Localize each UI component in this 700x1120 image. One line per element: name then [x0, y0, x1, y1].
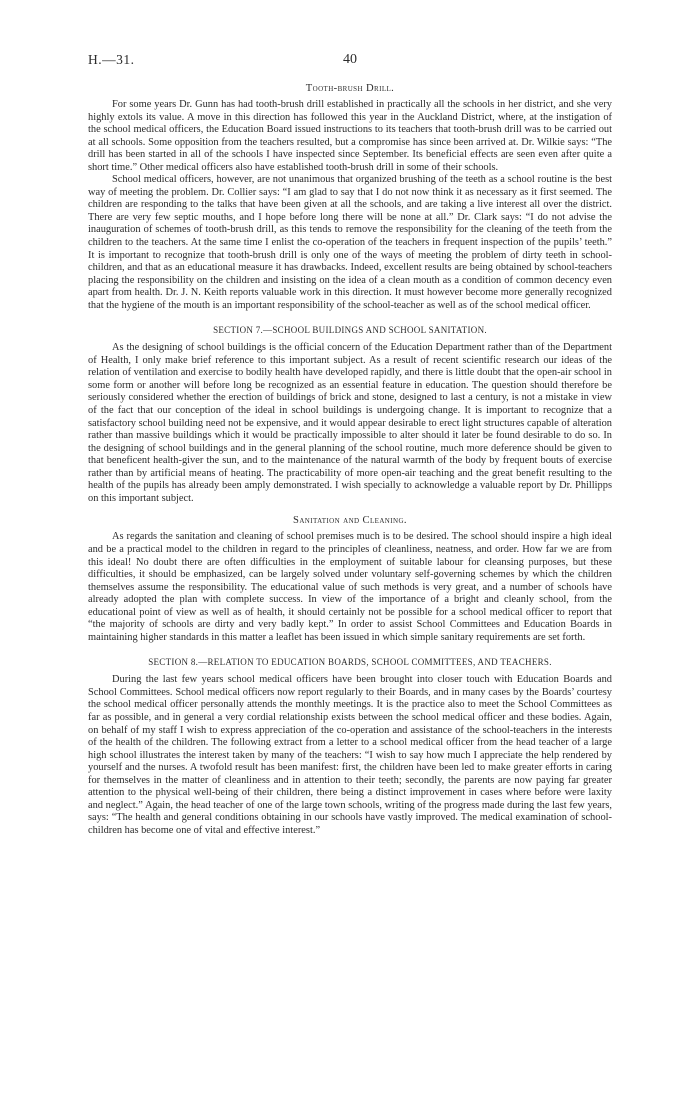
heading-tooth-brush-drill: Tooth-brush Drill.	[305, 83, 395, 94]
document-reference: H.—31.	[88, 52, 135, 67]
page-number: 40	[343, 52, 357, 67]
paragraph-relation-to-boards: During the last few years school medical officers have been brought into closer touch with Education Boards and School Committees. School medical officers now report regularly to their Boards, and in many cases by the Boards’ courtesy the school medical officer personally attends the monthly meetings. It is the practice also to meet the School Committees as far as possible, and in general a very cordial relationship exists between the school medical officer and these bodies. Again, on behalf of my staff I wish to express appreciation of the co-operation and assistance of the school-teachers in the interests of the health of the children. The following extract from a letter to a school medical officer from the head teacher of a large high school illustrates the interest taken by many of the teachers: “I wish to say how much I appreciate the help rendered by yourself and the nurses. A twofold result has been manifest: first, the children have been led to make greater efforts in caring for themselves in the matter of cleanliness and in attention to their teeth; secondly, the parents are now paying far greater attention to the physical well-being of their children, there being a distinct improvement in cases where before were laxity and neglect.” Again, the head teacher of one of the large town schools, writing of the progress made during the last few years, says: “The health and general conditions obtaining in our schools have vastly improved. The medical examination of school-children has become one of vital and effective interest.”	[88, 674, 612, 836]
heading-section-8: SECTION 8.—RELATION TO EDUCATION BOARDS, SCHOOL COMMITTEES, AND TEACHERS.	[148, 657, 552, 668]
running-head	[88, 54, 612, 70]
heading-section-7: SECTION 7.—SCHOOL BUILDINGS AND SCHOOL SANITATION.	[213, 325, 487, 336]
paragraph-tooth-brush-1: For some years Dr. Gunn has had tooth-brush drill established in practically all the schools in her district, and she very highly extols its value. A move in this direction has followed this year in the Auckland District, where, at the instigation of the school medical officers, the Education Board issued instructions to its teachers that tooth-brush drill was to be carried out at all schools. Some opposition from the teachers resulted, but a compromise has since been arrived at. Dr. Wilkie says: “The drill has been started in all of the schools I have inspected since September. Its beneficial effects are seen even after quite a short time.” Other medical officers also have established tooth-brush drill in some of their schools.	[88, 99, 612, 173]
paragraph-sanitation: As regards the sanitation and cleaning of school premises much is to be desired. The school should inspire a high ideal and be a practical model to the children in regard to the principles of cleanliness, neatness, and order. How far we are from this ideal! No doubt there are often difficulties in the employment of suitable labour for cleansing purposes, but these difficulties, it should be emphasized, can be largely solved under voluntary self-governing schemes by which the children themselves assume the responsibility. The educational value of such methods is very great, and a number of schools have already adopted the plan with complete success. In view of the importance of a bright and cleanly school, from the educational point of view as well as of health, it should certainly not be possible for a school medical officer to report that “the majority of schools are dirty and very badly kept.” In order to assist School Committees and Education Boards in maintaining higher standards in this matter a leaflet has been issued in which simple sanitary requirements are set forth.	[88, 531, 612, 643]
paragraph-school-buildings: As the designing of school buildings is the official concern of the Education Department rather than of the Department of Health, I only make brief reference to this important subject. As a result of recent scientific research our ideas of the relation of ventilation and exercise to bodily health have developed rapidly, and there is little doubt that the open-air school in some form or another will before long be recognized as an essential feature in education. The question should therefore be seriously considered whether the erection of buildings of brick and stone, designed to last a century, is not a mistake in view of the fact that our conception of the ideal in school buildings is undergoing change. It is important to recognize that a satisfactory school building need not be expensive, and it would appear desirable to erect light structures capable of alteration rather than massive buildings which it would be practically impossible to alter should it later be found desirable to do so. In the designing of school buildings and in the general planning of the school routine, much more deference should be given to that beneficent health-giver the sun, and to the maintenance of the natural warmth of the body by frequent bouts of exercise rather than by artificial means of heating. The practicability of more open-air teaching and the great benefit resulting to the health of the pupils has already been amply demonstrated. I wish specially to acknowledge a valuable report by Dr. Phillipps on this important subject.	[88, 342, 612, 504]
paragraph-tooth-brush-2: School medical officers, however, are not unanimous that organized brushing of the teeth as a school routine is the best way of meeting the problem. Dr. Collier says: “I am glad to say that I do not now think it as necessary as it first seemed. The children are responding to the talks that have been given at all the schools, and are taking a live interest all over the district. There are very few septic mouths, and I hope before long there will be none at all.” Dr. Clark says: “I do not advise the inauguration of schemes of tooth-brush drill, as this tends to remove the responsibility for the cleaning of the teeth from the children to the teachers. At the same time I enlist the co-operation of the teachers in frequent inspection of the pupils’ teeth.” It is important to recognize that tooth-brush drill is only one of the ways of meeting the problem of dirty teeth in school-children, and that as an educational measure it has drawbacks. Indeed, excellent results are being obtained by school-teachers placing the responsibility on the children and insisting on the idea of a clean mouth as a condition of common decency even apart from health. Dr. J. N. Keith reports valuable work in this direction. It must however become more generally recognized that the hygiene of the mouth is an important responsibility of the school-teacher as well as of the school medical officer.	[88, 174, 612, 311]
heading-sanitation-and-cleaning: Sanitation and Cleaning.	[293, 515, 407, 527]
